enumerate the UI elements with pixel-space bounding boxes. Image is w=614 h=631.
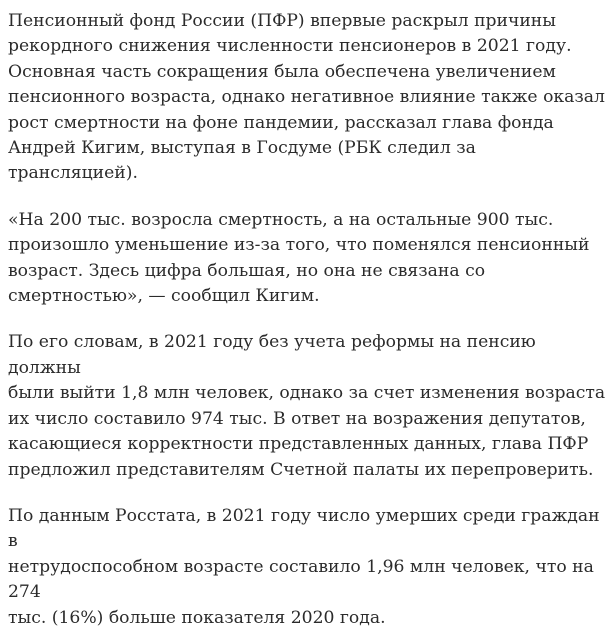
article-paragraph-4: По данным Росстата, в 2021 году число умерших среди граждан в нетрудоспособном возрасте составило 1,96 млн человек, что на 274 тыс. (16%) больше показателя 2020 года. [8, 505, 600, 628]
article-body [0, 9, 614, 631]
article-paragraph-1: Пенсионный фонд России (ПФР) впервые раскрыл причины рекордного снижения численности пенсионеров в 2021 году. Основная часть сокращения была обеспечена увеличением пенсионного возраста, однако негативное влияние также оказал рост смертности на фоне пандемии, рассказал глава фонда Андрей Кигим, выступая в Госдуме (РБК следил за трансляцией). [8, 11, 605, 184]
article-paragraph-3: По его словам, в 2021 году без учета реформы на пенсию должны были выйти 1,8 млн человек, однако за счет изменения возраста их число составило 974 тыс. В ответ на возражения депутатов, касающиеся корректности представленных данных, глава ПФР предложил представителям Счетной палаты их перепроверить. [8, 332, 606, 480]
article-paragraph-2-quote: «На 200 тыс. возросла смертность, а на остальные 900 тыс. произошло уменьшение из-за того, что поменялся пенсионный возраст. Здесь цифра большая, но она не связана со смертностью», — сообщил Кигим. [8, 209, 590, 307]
